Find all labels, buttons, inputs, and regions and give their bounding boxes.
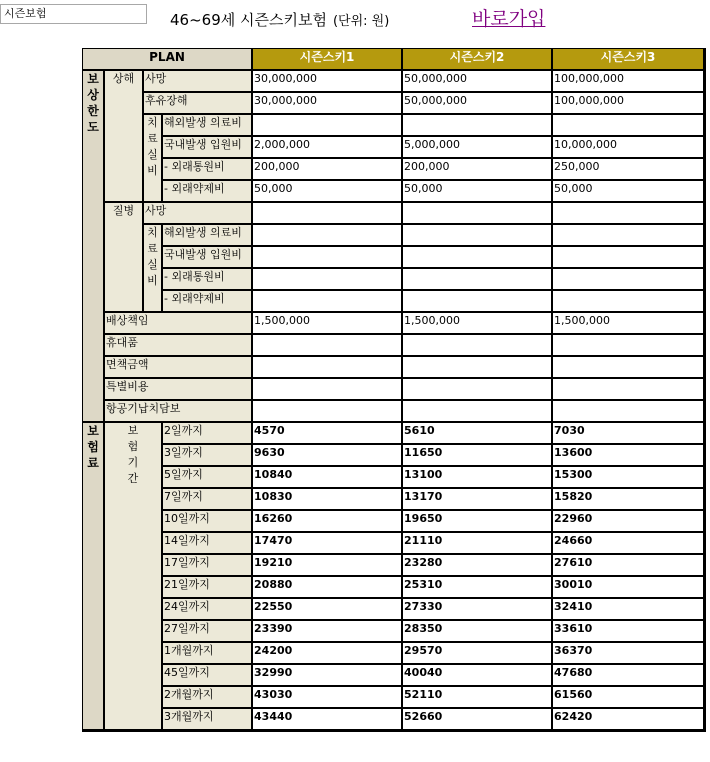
table-row — [83, 93, 705, 115]
cell: 52660 — [403, 709, 553, 731]
cell: 22550 — [253, 599, 403, 621]
table-row — [83, 401, 705, 423]
cell: 13170 — [403, 489, 553, 511]
cell: 10840 — [253, 467, 403, 489]
cell: 1,500,000 — [253, 313, 403, 335]
cell: 10830 — [253, 489, 403, 511]
row-label: 배상책임 — [105, 313, 253, 335]
window-tab[interactable]: 시즌보험 — [0, 4, 147, 24]
cell: 20880 — [253, 577, 403, 599]
cell: 21110 — [403, 533, 553, 555]
table-row — [83, 203, 705, 225]
row-label: - 외래통원비 — [163, 159, 253, 181]
row-label: 27일까지 — [163, 621, 253, 643]
cell: 50,000,000 — [403, 71, 553, 93]
row-label: 후유장해 — [144, 93, 253, 115]
cell: 47680 — [553, 665, 705, 687]
row-label: 24일까지 — [163, 599, 253, 621]
cell: 5610 — [403, 423, 553, 445]
cell — [553, 357, 705, 379]
table-row — [83, 467, 705, 489]
table-row — [83, 357, 705, 379]
row-label: 45일까지 — [163, 665, 253, 687]
cell: 1,500,000 — [553, 313, 705, 335]
row-label: - 외래약제비 — [163, 291, 253, 313]
cell: 22960 — [553, 511, 705, 533]
row-label: 1개월까지 — [163, 643, 253, 665]
cell — [403, 379, 553, 401]
table-row — [83, 379, 705, 401]
cell: 11650 — [403, 445, 553, 467]
unit-label: (단위: 원) — [332, 14, 390, 29]
cell — [253, 247, 403, 269]
table-row — [83, 159, 705, 181]
cell: 27610 — [553, 555, 705, 577]
cell: 19650 — [403, 511, 553, 533]
cell — [403, 247, 553, 269]
cell: 50,000 — [403, 181, 553, 203]
cell: 25310 — [403, 577, 553, 599]
cell — [403, 357, 553, 379]
cell — [253, 335, 403, 357]
cell — [553, 203, 705, 225]
cell: 250,000 — [553, 159, 705, 181]
cell — [553, 401, 705, 423]
cell: 1,500,000 — [403, 313, 553, 335]
row-label: 휴대품 — [105, 335, 253, 357]
table-row — [83, 533, 705, 555]
title-text: 46~69세 시즌스키보험 — [170, 11, 327, 29]
cell: 24200 — [253, 643, 403, 665]
table-row — [83, 335, 705, 357]
cell: 33610 — [553, 621, 705, 643]
cell — [403, 291, 553, 313]
cell: 30,000,000 — [253, 71, 403, 93]
cell — [253, 401, 403, 423]
cell: 32410 — [553, 599, 705, 621]
cell: 27330 — [403, 599, 553, 621]
cell: 50,000,000 — [403, 93, 553, 115]
cell: 9630 — [253, 445, 403, 467]
plan-1-header: 시즌스키1 — [253, 49, 403, 71]
cell: 200,000 — [403, 159, 553, 181]
row-label: 21일까지 — [163, 577, 253, 599]
table-row — [83, 643, 705, 665]
cell: 5,000,000 — [403, 137, 553, 159]
cell — [553, 269, 705, 291]
cell — [553, 291, 705, 313]
cell: 32990 — [253, 665, 403, 687]
table-row — [83, 665, 705, 687]
table-row — [83, 621, 705, 643]
row-label: 면책금액 — [105, 357, 253, 379]
row-label: 14일까지 — [163, 533, 253, 555]
cell: 40040 — [403, 665, 553, 687]
cell: 52110 — [403, 687, 553, 709]
cell — [403, 115, 553, 137]
cell: 10,000,000 — [553, 137, 705, 159]
table-row — [83, 181, 705, 203]
cell: 23390 — [253, 621, 403, 643]
row-label: 국내발생 입원비 — [163, 247, 253, 269]
cell — [553, 379, 705, 401]
join-now-link[interactable]: 바로가입 — [472, 8, 546, 30]
cell — [253, 203, 403, 225]
row-label: 7일까지 — [163, 489, 253, 511]
plan-2-header: 시즌스키2 — [403, 49, 553, 71]
cell — [253, 225, 403, 247]
row-label: - 외래약제비 — [163, 181, 253, 203]
table-row — [83, 445, 705, 467]
table-row — [83, 313, 705, 335]
injury-treatment-group-label: 치 료 실 비 — [144, 115, 163, 203]
disease-group-label: 질병 — [105, 203, 144, 313]
row-label: 사망 — [144, 203, 253, 225]
premium-group-label: 보 험 료 — [83, 423, 105, 731]
row-label: 17일까지 — [163, 555, 253, 577]
cell — [403, 203, 553, 225]
table-row — [83, 71, 705, 93]
cell: 16260 — [253, 511, 403, 533]
row-label: - 외래통원비 — [163, 269, 253, 291]
cell: 61560 — [553, 687, 705, 709]
cell: 15820 — [553, 489, 705, 511]
cell — [403, 401, 553, 423]
table-row — [83, 137, 705, 159]
plan-label: PLAN — [83, 49, 253, 71]
row-label: 특별비용 — [105, 379, 253, 401]
cell: 29570 — [403, 643, 553, 665]
page-title — [170, 10, 389, 32]
cell: 28350 — [403, 621, 553, 643]
table-row — [83, 423, 705, 445]
table-row — [83, 269, 705, 291]
table-row — [83, 489, 705, 511]
cell: 23280 — [403, 555, 553, 577]
cell — [403, 225, 553, 247]
cell: 200,000 — [253, 159, 403, 181]
row-label: 5일까지 — [163, 467, 253, 489]
cell: 30,000,000 — [253, 93, 403, 115]
cell — [403, 269, 553, 291]
table-row — [83, 555, 705, 577]
insurance-table — [82, 48, 706, 732]
cell: 13600 — [553, 445, 705, 467]
cell: 100,000,000 — [553, 71, 705, 93]
table-row — [83, 115, 705, 137]
cell: 24660 — [553, 533, 705, 555]
cell: 50,000 — [253, 181, 403, 203]
table-row — [83, 709, 705, 731]
table-row — [83, 225, 705, 247]
cell — [403, 335, 553, 357]
injury-group-label: 상해 — [105, 71, 144, 203]
plan-3-header: 시즌스키3 — [553, 49, 705, 71]
cell: 36370 — [553, 643, 705, 665]
cell: 7030 — [553, 423, 705, 445]
cell: 13100 — [403, 467, 553, 489]
row-label: 해외발생 의료비 — [163, 225, 253, 247]
cell — [553, 225, 705, 247]
cell: 2,000,000 — [253, 137, 403, 159]
cell — [553, 247, 705, 269]
cell: 4570 — [253, 423, 403, 445]
row-label: 국내발생 입원비 — [163, 137, 253, 159]
row-label: 3개월까지 — [163, 709, 253, 731]
row-label: 2일까지 — [163, 423, 253, 445]
row-label: 2개월까지 — [163, 687, 253, 709]
cell: 30010 — [553, 577, 705, 599]
row-label: 10일까지 — [163, 511, 253, 533]
cell: 100,000,000 — [553, 93, 705, 115]
cell: 50,000 — [553, 181, 705, 203]
cell — [553, 115, 705, 137]
table-row — [83, 599, 705, 621]
row-label: 해외발생 의료비 — [163, 115, 253, 137]
cell: 19210 — [253, 555, 403, 577]
row-label: 사망 — [144, 71, 253, 93]
cell: 43030 — [253, 687, 403, 709]
cell: 43440 — [253, 709, 403, 731]
cell — [553, 335, 705, 357]
cell — [253, 379, 403, 401]
cell — [253, 357, 403, 379]
cell: 15300 — [553, 467, 705, 489]
coverage-group-label: 보 상 한 도 — [83, 71, 105, 423]
cell: 62420 — [553, 709, 705, 731]
table-row — [83, 577, 705, 599]
plan-header-row — [83, 49, 705, 71]
cell: 17470 — [253, 533, 403, 555]
table-row — [83, 511, 705, 533]
period-group-label: 보 험 기 간 — [105, 423, 163, 731]
row-label: 항공기납치담보 — [105, 401, 253, 423]
table-row — [83, 687, 705, 709]
disease-treatment-group-label: 치 료 실 비 — [144, 225, 163, 313]
row-label: 3일까지 — [163, 445, 253, 467]
table-row — [83, 247, 705, 269]
cell — [253, 291, 403, 313]
cell — [253, 269, 403, 291]
cell — [253, 115, 403, 137]
table-row — [83, 291, 705, 313]
